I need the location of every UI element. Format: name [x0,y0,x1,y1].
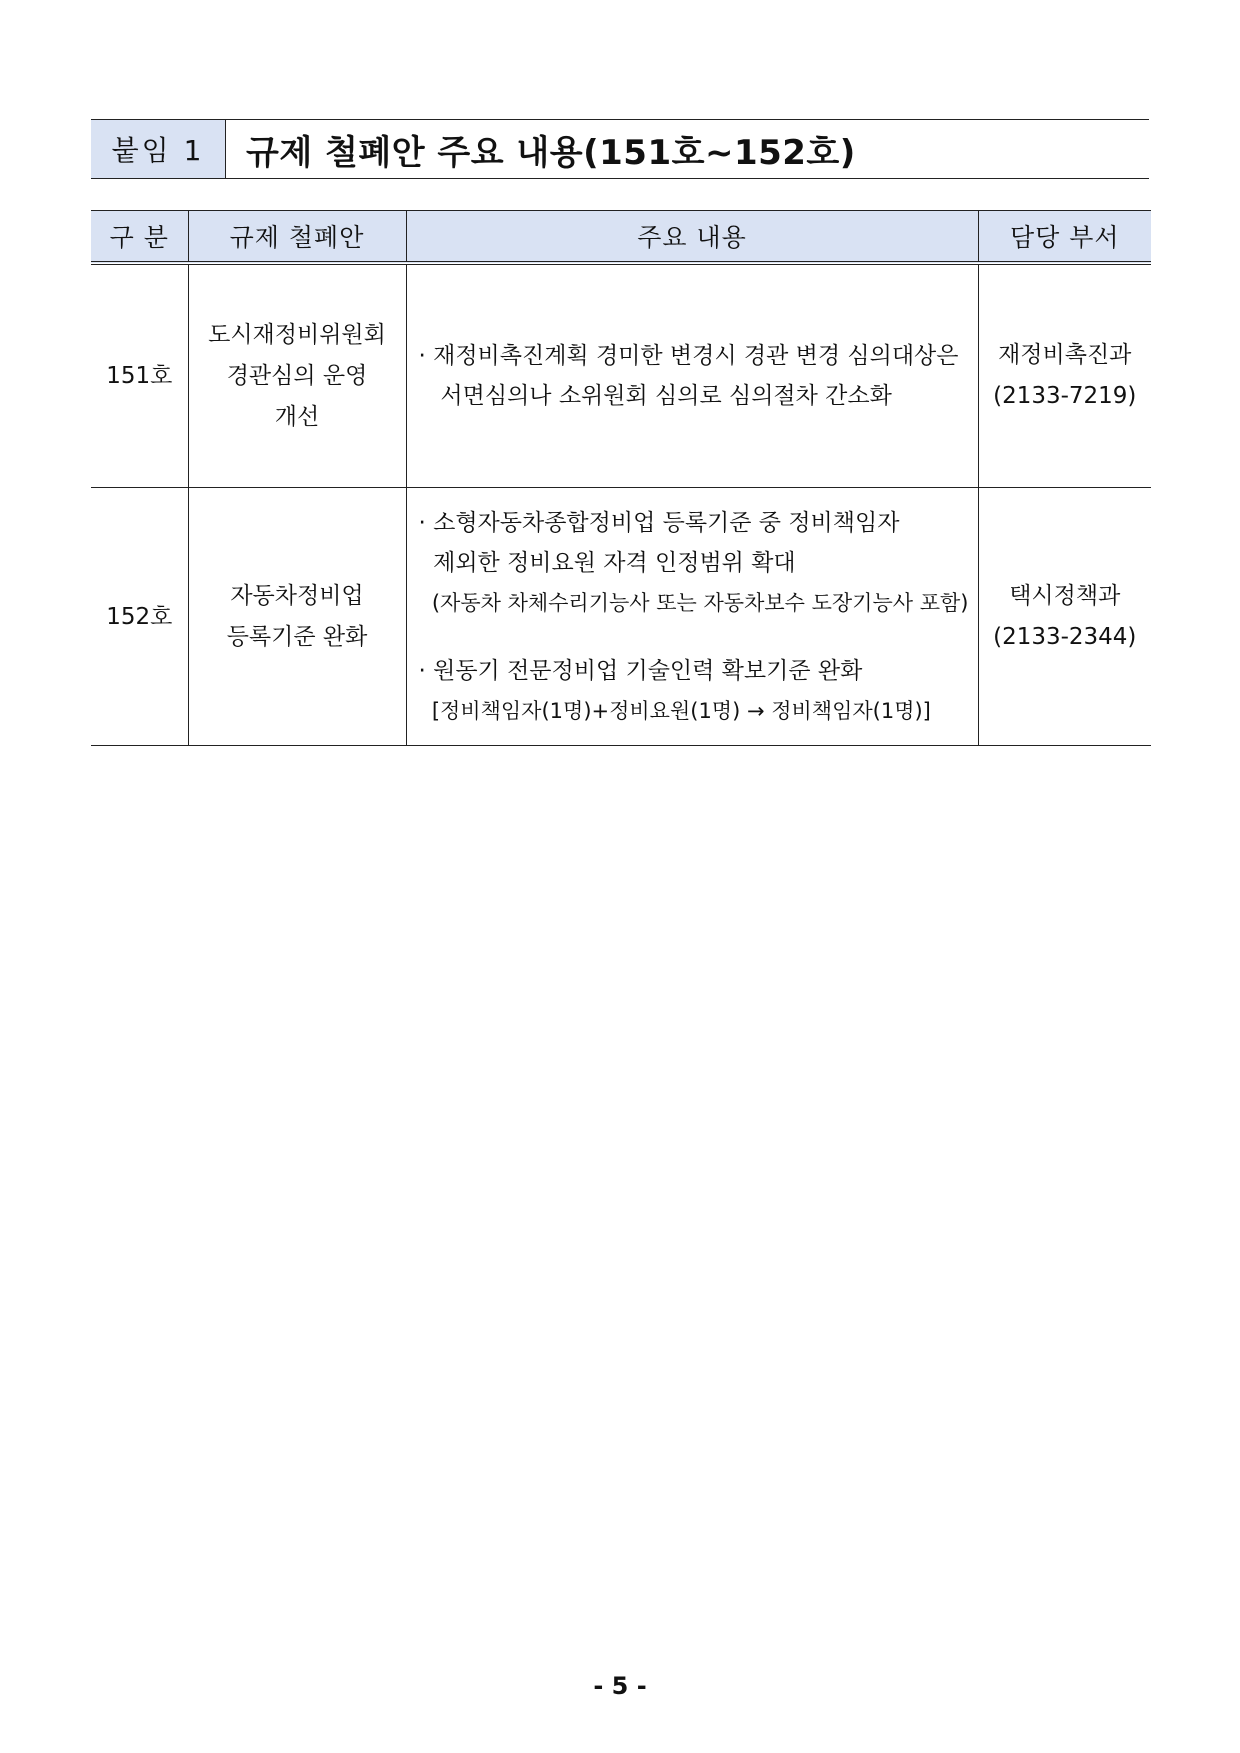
attachment-title-bar [91,119,1149,179]
proposal-title-line: 경관심의 운영 [226,362,368,389]
proposal-title-line: 등록기준 완화 [226,623,368,650]
page-number: - 5 - [593,1672,647,1700]
document-title: 규제 철폐안 주요 내용(151호~152호) [246,132,856,173]
department-name: 택시정책과 [1009,582,1121,609]
content-line: · 소형자동차종합정비업 등록기준 중 정비책임자 [418,509,900,536]
column-header-category: 구 분 [91,211,188,264]
department-name: 재정비촉진과 [998,342,1132,368]
content-line: (자동차 차체수리기능사 또는 자동차보수 도장기능사 포함) [418,590,969,615]
column-header-content: 주요 내용 [406,211,978,264]
table-row [91,488,1151,746]
content-spacer [419,623,968,651]
attachment-tag: 붙임 1 [91,120,226,178]
table-row [91,263,1151,488]
main-content [406,263,978,488]
content-line: [정비책임자(1명)+정비요원(1명) → 정비책임자(1명)] [418,698,931,723]
main-content [406,488,978,746]
table-header-row [91,211,1151,264]
proposal-title-line: 도시재정비위원회 [208,321,386,348]
department-phone: (2133-7219) [993,383,1137,409]
column-header-department: 담당 부서 [978,211,1151,264]
content-line: 제외한 정비요원 자격 인정범위 확대 [418,549,796,576]
content-line: · 원동기 전문정비업 기술인력 확보기준 완화 [418,657,863,684]
content-line: · 재정비촉진계획 경미한 변경시 경관 변경 심의대상은 [418,343,959,369]
row-number: 152호 [91,488,188,746]
row-number: 151호 [91,263,188,488]
department-cell [978,263,1151,488]
column-header-proposal: 규제 철폐안 [188,211,406,264]
regulation-table [91,210,1151,746]
department-phone: (2133-2344) [993,623,1137,650]
proposal-title-line: 자동차정비업 [230,582,364,609]
proposal-title-line: 개선 [274,403,320,430]
proposal-title [188,263,406,488]
content-line: 서면심의나 소위원회 심의로 심의절차 간소화 [418,383,892,409]
department-cell [978,488,1151,746]
proposal-title [188,488,406,746]
